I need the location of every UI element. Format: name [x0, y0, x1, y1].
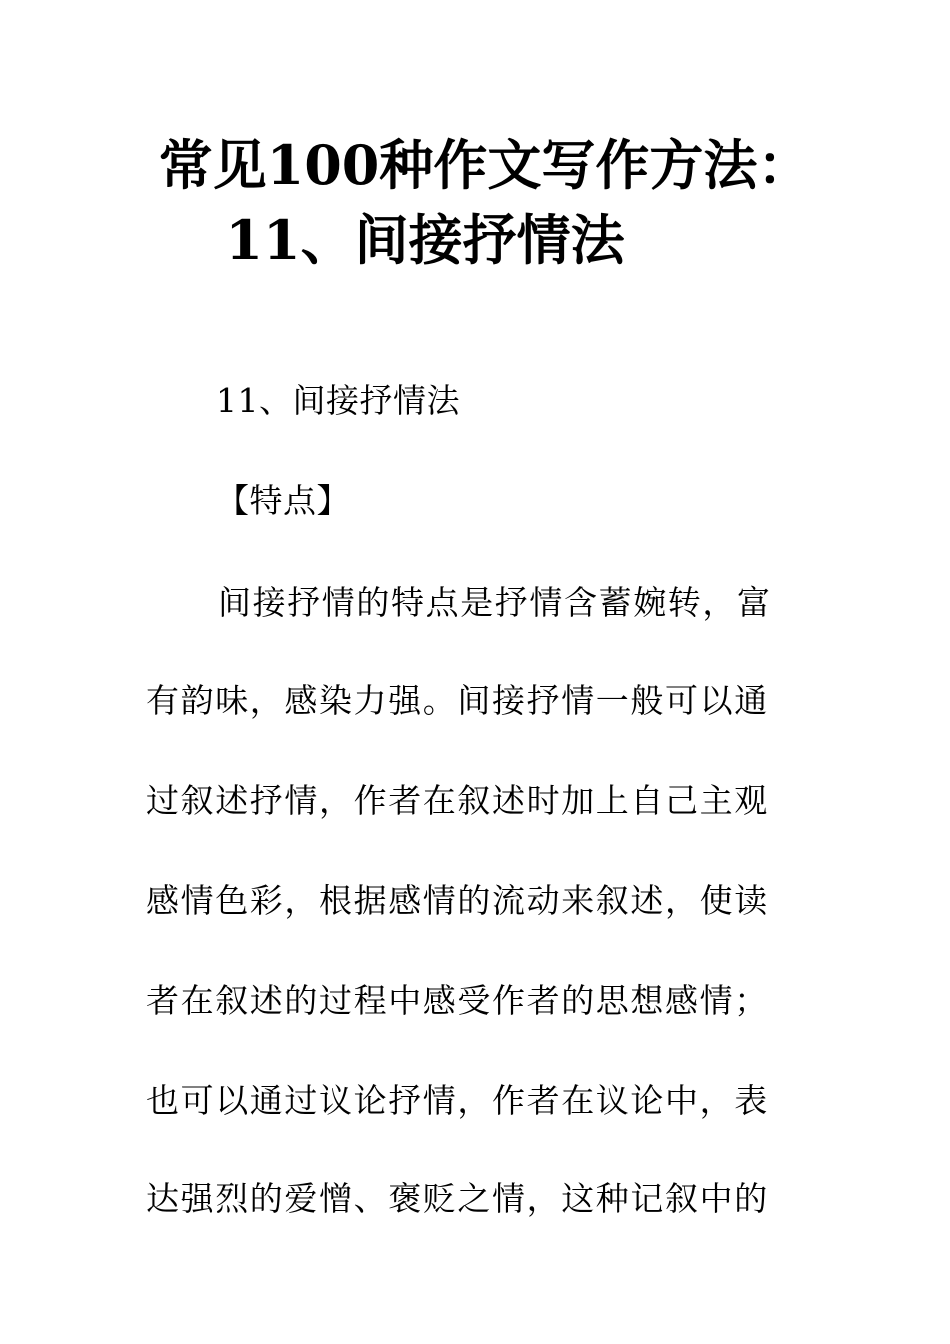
document-title-line-1: 常见100种作文写作方法： [158, 133, 812, 197]
paragraph-line: 间接抒情的特点是抒情含蓄婉转，富 [218, 583, 772, 622]
section-heading: 11、间接抒情法 [216, 381, 460, 420]
paragraph-line: 也可以通过议论抒情，作者在议论中，表 [146, 1081, 769, 1120]
document-title-line-2: 11、间接抒情法 [225, 208, 625, 272]
paragraph-line: 过叙述抒情，作者在叙述时加上自己主观 [146, 781, 769, 820]
feature-label: 【特点】 [216, 481, 350, 520]
paragraph-line: 者在叙述的过程中感受作者的思想感情； [146, 981, 769, 1020]
paragraph-line: 感情色彩，根据感情的流动来叙述，使读 [146, 881, 769, 920]
paragraph-line: 有韵味，感染力强。间接抒情一般可以通 [146, 681, 769, 720]
paragraph-line: 达强烈的爱憎、褒贬之情，这种记叙中的 [146, 1179, 769, 1218]
